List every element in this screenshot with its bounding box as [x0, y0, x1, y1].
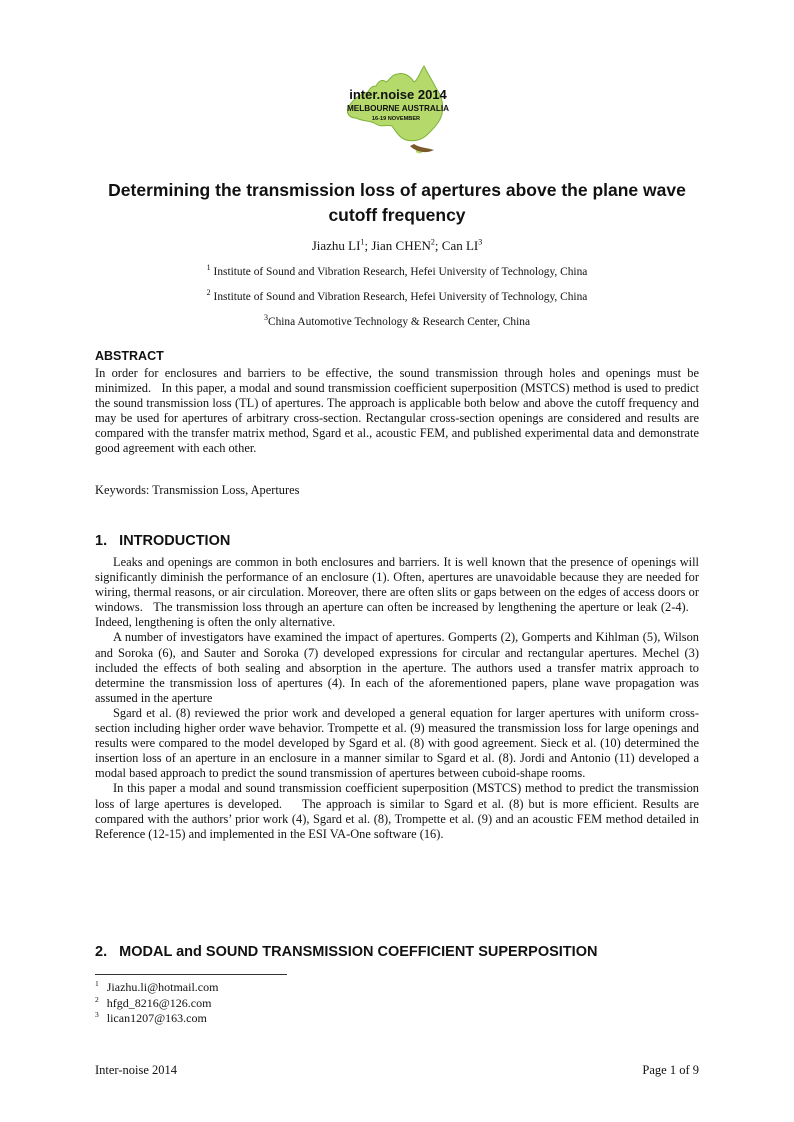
affiliation-2: $^2$ Institute of Sound and Vibration Research, Hefei University of Technology, China [206, 288, 588, 303]
author-mark: 2 [430, 237, 435, 247]
paragraph: A number of investigators have examined the impact of apertures. Gomperts (2), Gomperts and Kihlman (5), Wilson and Soroka (6), and Sauter and Soroka (7) developed expressions for circular and rectangular apertures. Mechel (3) included the effects of both sealing and absorption in the aperture. The authors used a transfer matrix approach to determine the transmission loss of apertures (4). In each of the aforementioned papers, plane wave propagation was assumed in the aperture [95, 630, 699, 705]
footnotes [95, 980, 218, 1027]
footnote: $^3$ lican1207@163.com [95, 1010, 207, 1025]
author-name: Jiazhu LI [311, 238, 361, 253]
section-1-heading: 1. INTRODUCTION [95, 533, 231, 549]
section-1-body [95, 555, 699, 842]
footer-conference: Inter-noise 2014 [95, 1063, 178, 1077]
paragraph: Leaks and openings are common in both enclosures and barriers. It is well known that the presence of openings will significantly diminish the performance of an enclosure (1). Often, apertures are unavoidable because they are needed for wiring, thermal reasons, or air circulation. Moreover, there are often slits or gaps between on the edges of access doors or windows. The transmission loss through an aperture can often be increased by lengthening the aperture or leak (2-4). Indeed, lengthening is often the only alternative. [95, 555, 699, 630]
footnote: $^2$ hfgd_8216@126.com [95, 994, 212, 1010]
svg-text:16-19 NOVEMBER: 16-19 NOVEMBER [371, 116, 421, 122]
affiliation-1: $^1$ Institute of Sound and Vibration Research, Hefei University of Technology, China [206, 263, 588, 278]
author-mark: 3 [478, 237, 483, 247]
svg-text:MELBOURNE AUSTRALIA: MELBOURNE AUSTRALIA [346, 104, 450, 113]
author-mark: 1 [360, 237, 365, 247]
abstract-body [95, 366, 699, 457]
paragraph: Sgard et al. (8) reviewed the prior work and developed a general equation for larger apertures with uniform cross-section including higher order wave behavior. Trompette et al. (9) measured the transmission loss for large openings and results were compared to the model developed by Sgard et al. (8) with good agreement. Sieck et al. (10) determined the insertion loss of an aperture in an enclosure in a manner similar to Sgard et al. (8). Jordi and Antonio (11) developed a modal based approach to predict the sound transmission of apertures between cuboid-shape rooms. [95, 705, 699, 781]
australia-map-icon [330, 52, 466, 160]
conference-logo [330, 52, 466, 160]
author-name: Jian CHEN [371, 238, 431, 253]
affiliation-3: $^3$China Automotive Technology & Research Center, China [263, 313, 531, 328]
author-list: Jiazhu $LI^1$; Jian CHEN$^2$; Can $LI^3$ [311, 237, 483, 253]
keywords: Keywords: Transmission Loss, Apertures [95, 483, 300, 497]
footnote: $^1$ Jiazhu.li@hotmail.com [95, 979, 219, 994]
paper-title: Determining the transmission loss of apertures above the plane wave cutoff frequency [108, 180, 686, 225]
paragraph: In this paper a modal and sound transmission coefficient superposition (MSTCS) method to predict the transmission loss of large apertures is developed. The approach is similar to Sgard et al. (8) but is more efficient. Results are compared with the authors’ prior work (4), Sgard et al. (8), Trompette et al. (9) and an acoustic FEM method detailed in Reference (12-15) and implemented in the ESI VA-One software (16). [95, 781, 699, 841]
svg-text:inter.noise 2014: inter.noise 2014 [349, 87, 447, 102]
abstract-text: In order for enclosures and barriers to be effective, the sound transmission through holes and openings must be minimized. In this paper, a modal and sound transmission coefficient superposition (MSTCS) method is used to predict the sound transmission loss (TL) of apertures. The approach is applicable both below and above the cutoff frequency and may be used for apertures of arbitrary cross-section. Rectangular cross-section openings are considered and results are compared with the transfer matrix method, Sgard et al., acoustic FEM, and published experimental data and demonstrate good agreement with each other. [95, 366, 699, 456]
footnote-divider [95, 974, 287, 975]
footer-page-number: Page 1 of 9 [642, 1063, 699, 1077]
abstract-heading: ABSTRACT [95, 349, 164, 363]
section-2-heading: 2. MODAL and SOUND TRANSMISSION COEFFICIENT SUPERPOSITION [95, 944, 598, 960]
author-name: Can LI [441, 238, 479, 253]
